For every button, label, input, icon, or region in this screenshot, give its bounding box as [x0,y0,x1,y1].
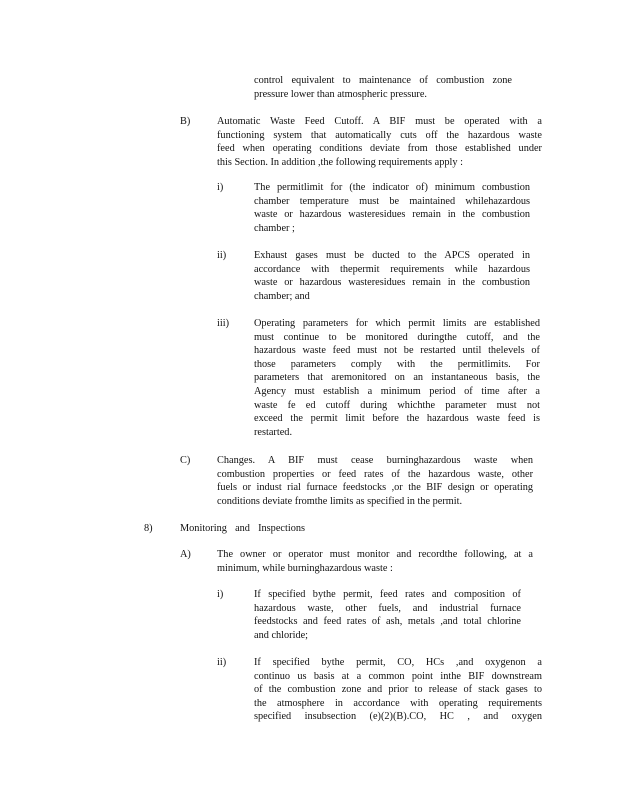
text-line: hazardous waste, other fuels, and industrial furnace [254,602,521,614]
item-a-i-paragraph [254,588,521,642]
item-b-iii-label: iii) [217,318,230,329]
text-line: exceed the permit limit before the hazardous waste feed is [254,413,540,425]
text-line: this Section. In addition ,the following requirements apply : [217,156,463,168]
text-line: feedstocks and feed rates of ash, metals ,and total chlorine [254,616,521,628]
text-line: pressure lower than atmospheric pressure. [254,88,427,100]
text-line: the atmosphere in accordance with operating requirements [254,697,542,709]
text-line: continuo us basis at a common point inthe BIF downstream [254,670,542,682]
text-line: hazardous waste feed must not be restarted until thelevels of [254,345,540,357]
text-line: accordance with thepermit requirements while hazardous [254,263,530,275]
section-8-label: 8) [144,523,153,534]
item-b-ii-label: ii) [217,250,227,261]
section-8-heading: Monitoring and Inspections [180,523,305,534]
section-c-paragraph [217,454,533,508]
text-line: chamber temperature must be maintained whilehazardous [254,195,530,207]
text-line: The permitlimit for (the indicator of) minimum combustion [254,182,530,193]
text-line: waste fe ed cutoff during whichthe parameter must not [254,399,540,411]
text-line: control equivalent to maintenance of combustion zone [254,75,512,86]
item-a-ii-label: ii) [217,657,227,668]
item-a-ii-paragraph [254,656,542,724]
section-b-paragraph [217,115,542,169]
item-a-i-label: i) [217,589,224,600]
section-c-label: C) [180,455,191,466]
text-line: chamber; and [254,290,310,302]
text-line: of the combustion zone and prior to release of stack gases to [254,684,542,696]
text-line: combustion properties or feed rates of the hazardous waste, other [217,468,533,480]
text-line: restarted. [254,426,293,438]
text-line: those parameters comply with the permitlimits. For [254,358,540,370]
text-line: Agency must establish a minimum period of time after a [254,385,540,397]
text-line: chamber ; [254,222,295,234]
text-line: must continue to be monitored duringthe cutoff, and the [254,331,540,343]
item-b-iii-paragraph [254,317,540,439]
text-line: If specified bythe permit, CO, HCs ,and oxygenon a [254,657,542,668]
text-line: minimum, while burninghazardous waste : [217,562,393,574]
text-line: waste or hazardous wasteresidues remain in the combustion [254,277,530,289]
text-line: fuels or indust rial furnace feedstocks ,or the BIF design or operating [217,482,533,494]
text-line: and chloride; [254,629,309,641]
item-b-ii-paragraph [254,249,530,303]
section-b-label: B) [180,116,191,127]
section-a-label: A) [180,549,191,560]
intro-paragraph [254,74,512,101]
text-line: Operating parameters for which permit limits are established [254,318,540,329]
item-b-i-paragraph [254,181,530,235]
section-a-paragraph [217,548,533,575]
text-line: The owner or operator must monitor and recordthe following, at a [217,549,533,560]
item-b-i-label: i) [217,182,224,193]
text-line: parameters that aremonitored on an instantaneous basis, the [254,372,540,384]
text-line: If specified bythe permit, feed rates and composition of [254,589,521,600]
text-line: functioning system that automatically cuts off the hazardous waste [217,129,542,141]
text-line: specified insubsection (e)(2)(B).CO, HC , and oxygen [254,711,542,723]
text-line: waste or hazardous wasteresidues remain in the combustion [254,209,530,221]
text-line: Exhaust gases must be ducted to the APCS operated in [254,250,530,261]
text-line: Changes. A BIF must cease burninghazardous waste when [217,455,533,466]
text-line: conditions deviate fromthe limits as specified in the permit. [217,495,463,507]
text-line: Automatic Waste Feed Cutoff. A BIF must be operated with a [217,116,542,127]
text-line: feed when operating conditions deviate from those established under [217,143,542,155]
